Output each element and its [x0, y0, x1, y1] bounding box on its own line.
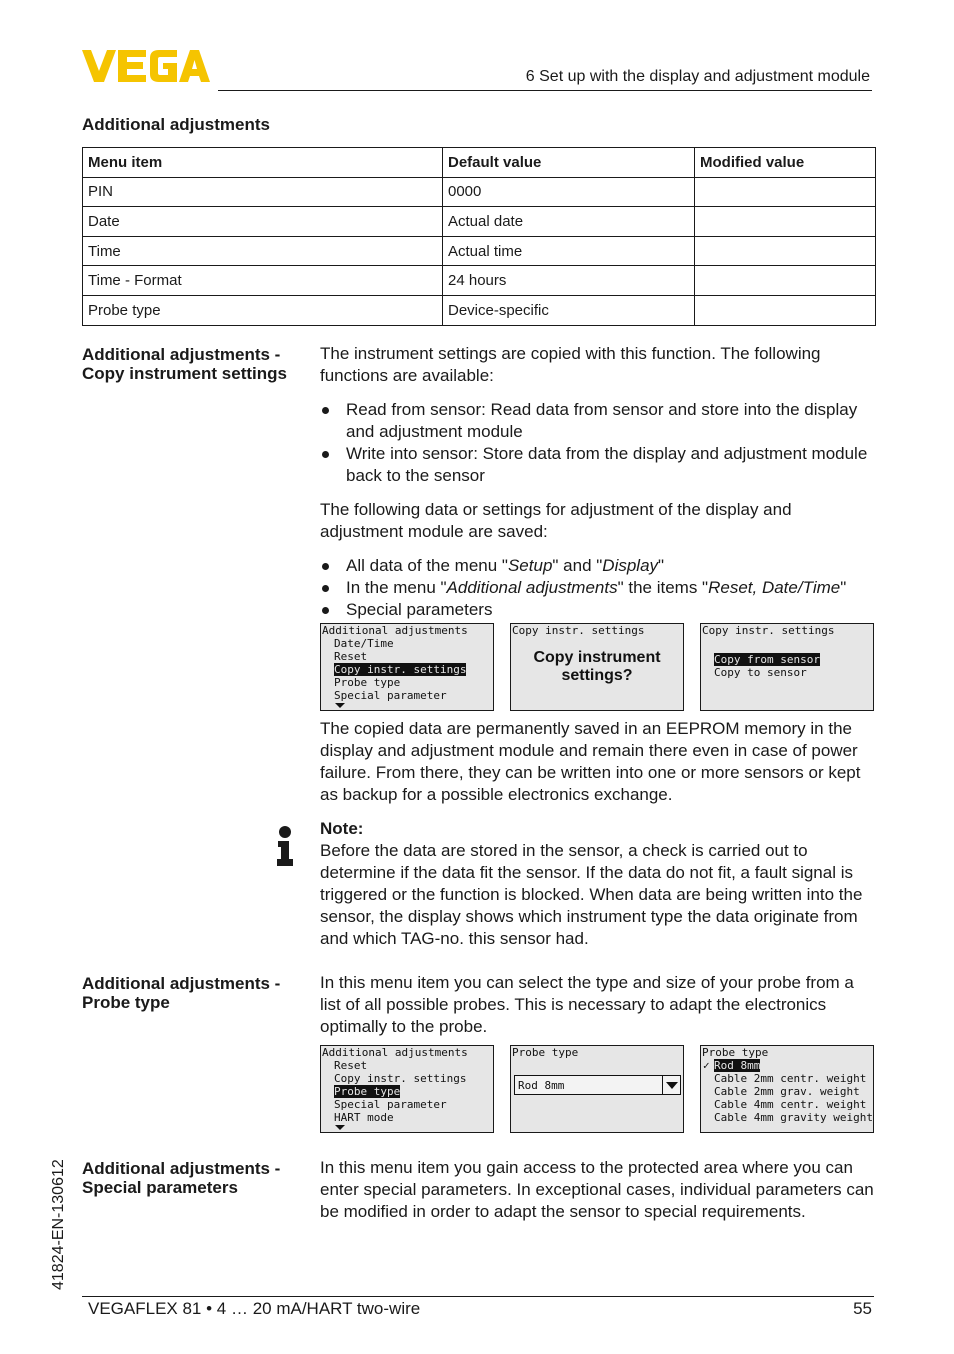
menu-item: Cable 2mm centr. weight	[714, 1072, 867, 1085]
table-cell: Actual date	[443, 207, 695, 237]
lcd-screen-additional-adjustments: Additional adjustments Date/Time Reset Copy instr. settings Probe type Special parameter	[320, 623, 494, 711]
table-cell: Time	[83, 236, 443, 266]
table-cell	[695, 266, 876, 296]
label-line: Special parameters	[82, 1178, 238, 1197]
note-text: Before the data are stored in the sensor, a check is carried out to determine if the data fit the sensor. If the data do not fit, a fault signal is triggered or the function is blocked. When data are being written into the sensor, the display shows which instrument type the data originate from and which TAG-no. this sensor had.	[320, 841, 863, 948]
scroll-down-icon	[335, 1125, 345, 1130]
table-cell: Date	[83, 207, 443, 237]
table-row	[83, 177, 876, 207]
table-cell: 0000	[443, 177, 695, 207]
lcd-screen-probe-list: Probe type ✓ Rod 8mm Cable 2mm centr. weight Cable 2mm grav. weight Cable 4mm centr. weight Cable 4mm gravity weight	[700, 1045, 874, 1133]
table-cell	[695, 177, 876, 207]
table-cell: Time - Format	[83, 266, 443, 296]
label-line: Additional adjustments -	[82, 345, 281, 364]
footer-divider	[82, 1296, 874, 1297]
menu-item: Reset	[334, 650, 368, 663]
label-line: Copy instrument settings	[82, 364, 287, 383]
dropdown-arrow-icon	[662, 1076, 680, 1094]
menu-item: Copy to sensor	[714, 666, 807, 679]
check-icon: ✓	[703, 1059, 710, 1072]
menu-item: Cable 4mm gravity weight	[714, 1111, 873, 1124]
label-line: Probe type	[82, 993, 170, 1012]
list-item: In the menu "Additional adjustments" the items "Reset, Date/Time"	[320, 577, 876, 599]
note-title: Note:	[320, 819, 364, 838]
menu-item: Cable 4mm centr. weight	[714, 1098, 867, 1111]
page-number: 55	[853, 1299, 872, 1318]
table-cell: Probe type	[83, 295, 443, 325]
table-cell: 24 hours	[443, 266, 695, 296]
label-line: Additional adjustments -	[82, 1159, 281, 1178]
lcd-screen-probe-dropdown: Probe type Rod 8mm	[510, 1045, 684, 1133]
list-item: Special parameters	[320, 599, 876, 621]
table-cell: Actual time	[443, 236, 695, 266]
table-row	[83, 236, 876, 266]
footer-product: VEGAFLEX 81 • 4 … 20 mA/HART two-wire	[88, 1299, 421, 1318]
eeprom-paragraph: The copied data are permanently saved in an EEPROM memory in the display and adjustment module and remain there even in case of power failure. From there, they can be written into one or more sensors or kept as backup for a possible electronics exchange.	[320, 719, 861, 804]
table-cell	[695, 236, 876, 266]
document-code: 41824-EN-130612	[50, 1159, 67, 1290]
lcd-screen-copy-options: Copy instr. settings Copy from sensor Copy to sensor	[700, 623, 874, 711]
lcd-screen-copy-question: Copy instr. settings Copy instrument settings?	[510, 623, 684, 711]
table-row	[83, 266, 876, 296]
scroll-down-icon	[335, 703, 345, 708]
menu-item: Date/Time	[334, 637, 394, 650]
copy-settings-label	[82, 345, 312, 383]
paragraph: The following data or settings for adjustment of the display and adjustment module are saved:	[320, 500, 792, 541]
table-cell: Device-specific	[443, 295, 695, 325]
vega-logo	[82, 50, 210, 82]
paragraph: The instrument settings are copied with this function. The following functions are available:	[320, 344, 821, 385]
probe-type-select: Rod 8mm	[514, 1075, 681, 1095]
table-cell	[695, 207, 876, 237]
menu-item-selected: Probe type	[334, 1085, 401, 1098]
special-params-label	[82, 1159, 312, 1197]
table-header: Modified value	[695, 148, 876, 178]
saved-items-list	[320, 555, 876, 621]
adjustments-table	[82, 147, 876, 326]
table-cell	[695, 295, 876, 325]
lcd-screen-additional-adjustments-2: Additional adjustments Reset Copy instr. settings Probe type Special parameter HART mode	[320, 1045, 494, 1133]
table-header-row	[83, 148, 876, 178]
menu-item: Special parameter	[334, 1098, 447, 1111]
menu-item: Probe type	[334, 676, 401, 689]
list-item: Read from sensor: Read data from sensor and store into the display and adjustment module	[320, 399, 876, 443]
section-title: Additional adjustments	[82, 115, 270, 134]
menu-item: Cable 2mm grav. weight	[714, 1085, 860, 1098]
chapter-title: 6 Set up with the display and adjustment module	[525, 68, 870, 85]
list-item: Write into sensor: Store data from the display and adjustment module back to the sensor	[320, 443, 876, 487]
menu-item: Special parameter	[334, 689, 447, 702]
table-cell: PIN	[83, 177, 443, 207]
menu-item-selected: Rod 8mm	[714, 1059, 761, 1072]
copy-settings-body	[320, 343, 876, 633]
menu-item: Reset	[334, 1059, 368, 1072]
table-header: Default value	[443, 148, 695, 178]
menu-item: HART mode	[334, 1111, 394, 1124]
list-item: All data of the menu "Setup" and "Display"	[320, 555, 876, 577]
probe-type-label	[82, 974, 312, 1012]
table-row	[83, 207, 876, 237]
table-row	[83, 295, 876, 325]
table-header: Menu item	[83, 148, 443, 178]
note-info-icon	[276, 826, 294, 866]
probe-type-text: In this menu item you can select the type and size of your probe from a list of all possible probes. This is necessary to adapt the electronics optimally to the probe.	[320, 973, 854, 1036]
menu-item: Copy instr. settings	[334, 1072, 467, 1085]
note-block	[320, 818, 876, 950]
label-line: Additional adjustments -	[82, 974, 281, 993]
special-params-text: In this menu item you gain access to the protected area where you can enter special parameters. In exceptional cases, individual parameters can be modified in order to adapt the sensor to special requirements.	[320, 1158, 874, 1221]
function-list	[320, 399, 876, 487]
header-divider	[218, 90, 872, 91]
menu-item-selected: Copy instr. settings	[334, 663, 467, 676]
menu-item-selected: Copy from sensor	[714, 653, 820, 666]
